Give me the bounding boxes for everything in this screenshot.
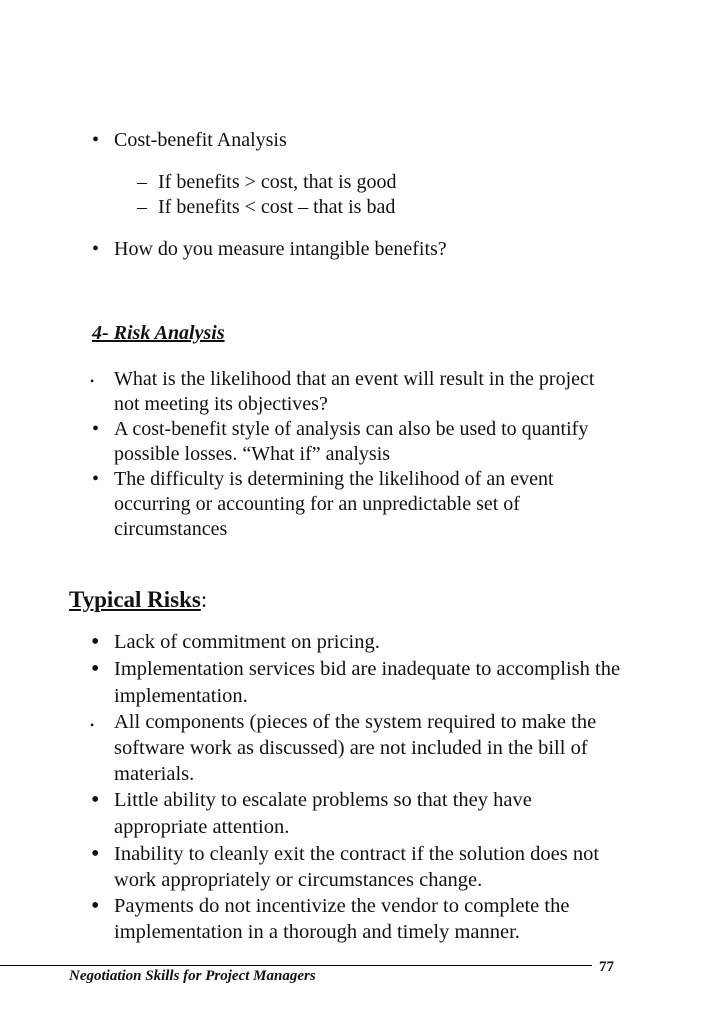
typical-risks-heading bbox=[69, 587, 207, 613]
bullet-icon: • bbox=[91, 629, 100, 655]
list-item-line: implementation. bbox=[114, 685, 248, 707]
bullet-icon: • bbox=[91, 841, 100, 867]
sub-item: If benefits < cost – that is bad bbox=[158, 196, 396, 218]
typical-risks-heading-text: Typical Risks bbox=[69, 587, 201, 612]
bullet-icon: • bbox=[91, 656, 100, 682]
bullet-icon: • bbox=[90, 374, 95, 388]
bullet-icon: • bbox=[92, 468, 100, 490]
cost-benefit-heading: Cost-benefit Analysis bbox=[114, 129, 287, 151]
list-item-line: materials. bbox=[114, 763, 195, 785]
bullet-icon: • bbox=[91, 787, 100, 813]
list-item-line: All components (pieces of the system required to make the bbox=[114, 711, 597, 733]
sub-item: If benefits > cost, that is good bbox=[158, 171, 397, 193]
bullet-icon: • bbox=[90, 718, 95, 732]
list-item-line: software work as discussed) are not included in the bill of bbox=[114, 737, 588, 759]
list-item-line: Little ability to escalate problems so that they have bbox=[114, 789, 532, 811]
list-item-line: implementation in a thorough and timely manner. bbox=[114, 921, 520, 943]
footer-title: Negotiation Skills for Project Managers bbox=[69, 968, 316, 984]
list-item-line: Implementation services bid are inadequate to accomplish the bbox=[114, 658, 621, 680]
risk-analysis-heading: 4- Risk Analysis bbox=[92, 322, 225, 344]
bullet-icon: • bbox=[92, 238, 100, 260]
dash-icon: – bbox=[137, 196, 147, 218]
list-item-line: circumstances bbox=[114, 518, 228, 540]
list-item-line: not meeting its objectives? bbox=[114, 393, 328, 415]
list-item-line: occurring or accounting for an unpredictable set of bbox=[114, 493, 520, 515]
question-text: How do you measure intangible benefits? bbox=[114, 238, 447, 260]
list-item-line: Lack of commitment on pricing. bbox=[114, 631, 380, 653]
dash-icon: – bbox=[137, 171, 147, 193]
list-item-line: work appropriately or circumstances change. bbox=[114, 869, 483, 891]
heading-colon: : bbox=[200, 587, 208, 612]
footer-divider bbox=[0, 965, 592, 966]
list-item-line: The difficulty is determining the likelihood of an event bbox=[114, 468, 554, 490]
page-number: 77 bbox=[599, 959, 614, 975]
list-item-line: possible losses. “What if” analysis bbox=[114, 443, 391, 465]
list-item-line: What is the likelihood that an event will result in the project bbox=[114, 368, 595, 390]
list-item-line: Inability to cleanly exit the contract if the solution does not bbox=[114, 843, 600, 865]
bullet-icon: • bbox=[91, 893, 100, 919]
list-item-line: appropriate attention. bbox=[114, 816, 290, 838]
bullet-icon: • bbox=[92, 418, 100, 440]
list-item-line: Payments do not incentivize the vendor to complete the bbox=[114, 895, 570, 917]
bullet-icon: • bbox=[92, 129, 100, 151]
list-item-line: A cost-benefit style of analysis can also be used to quantify bbox=[114, 418, 589, 440]
